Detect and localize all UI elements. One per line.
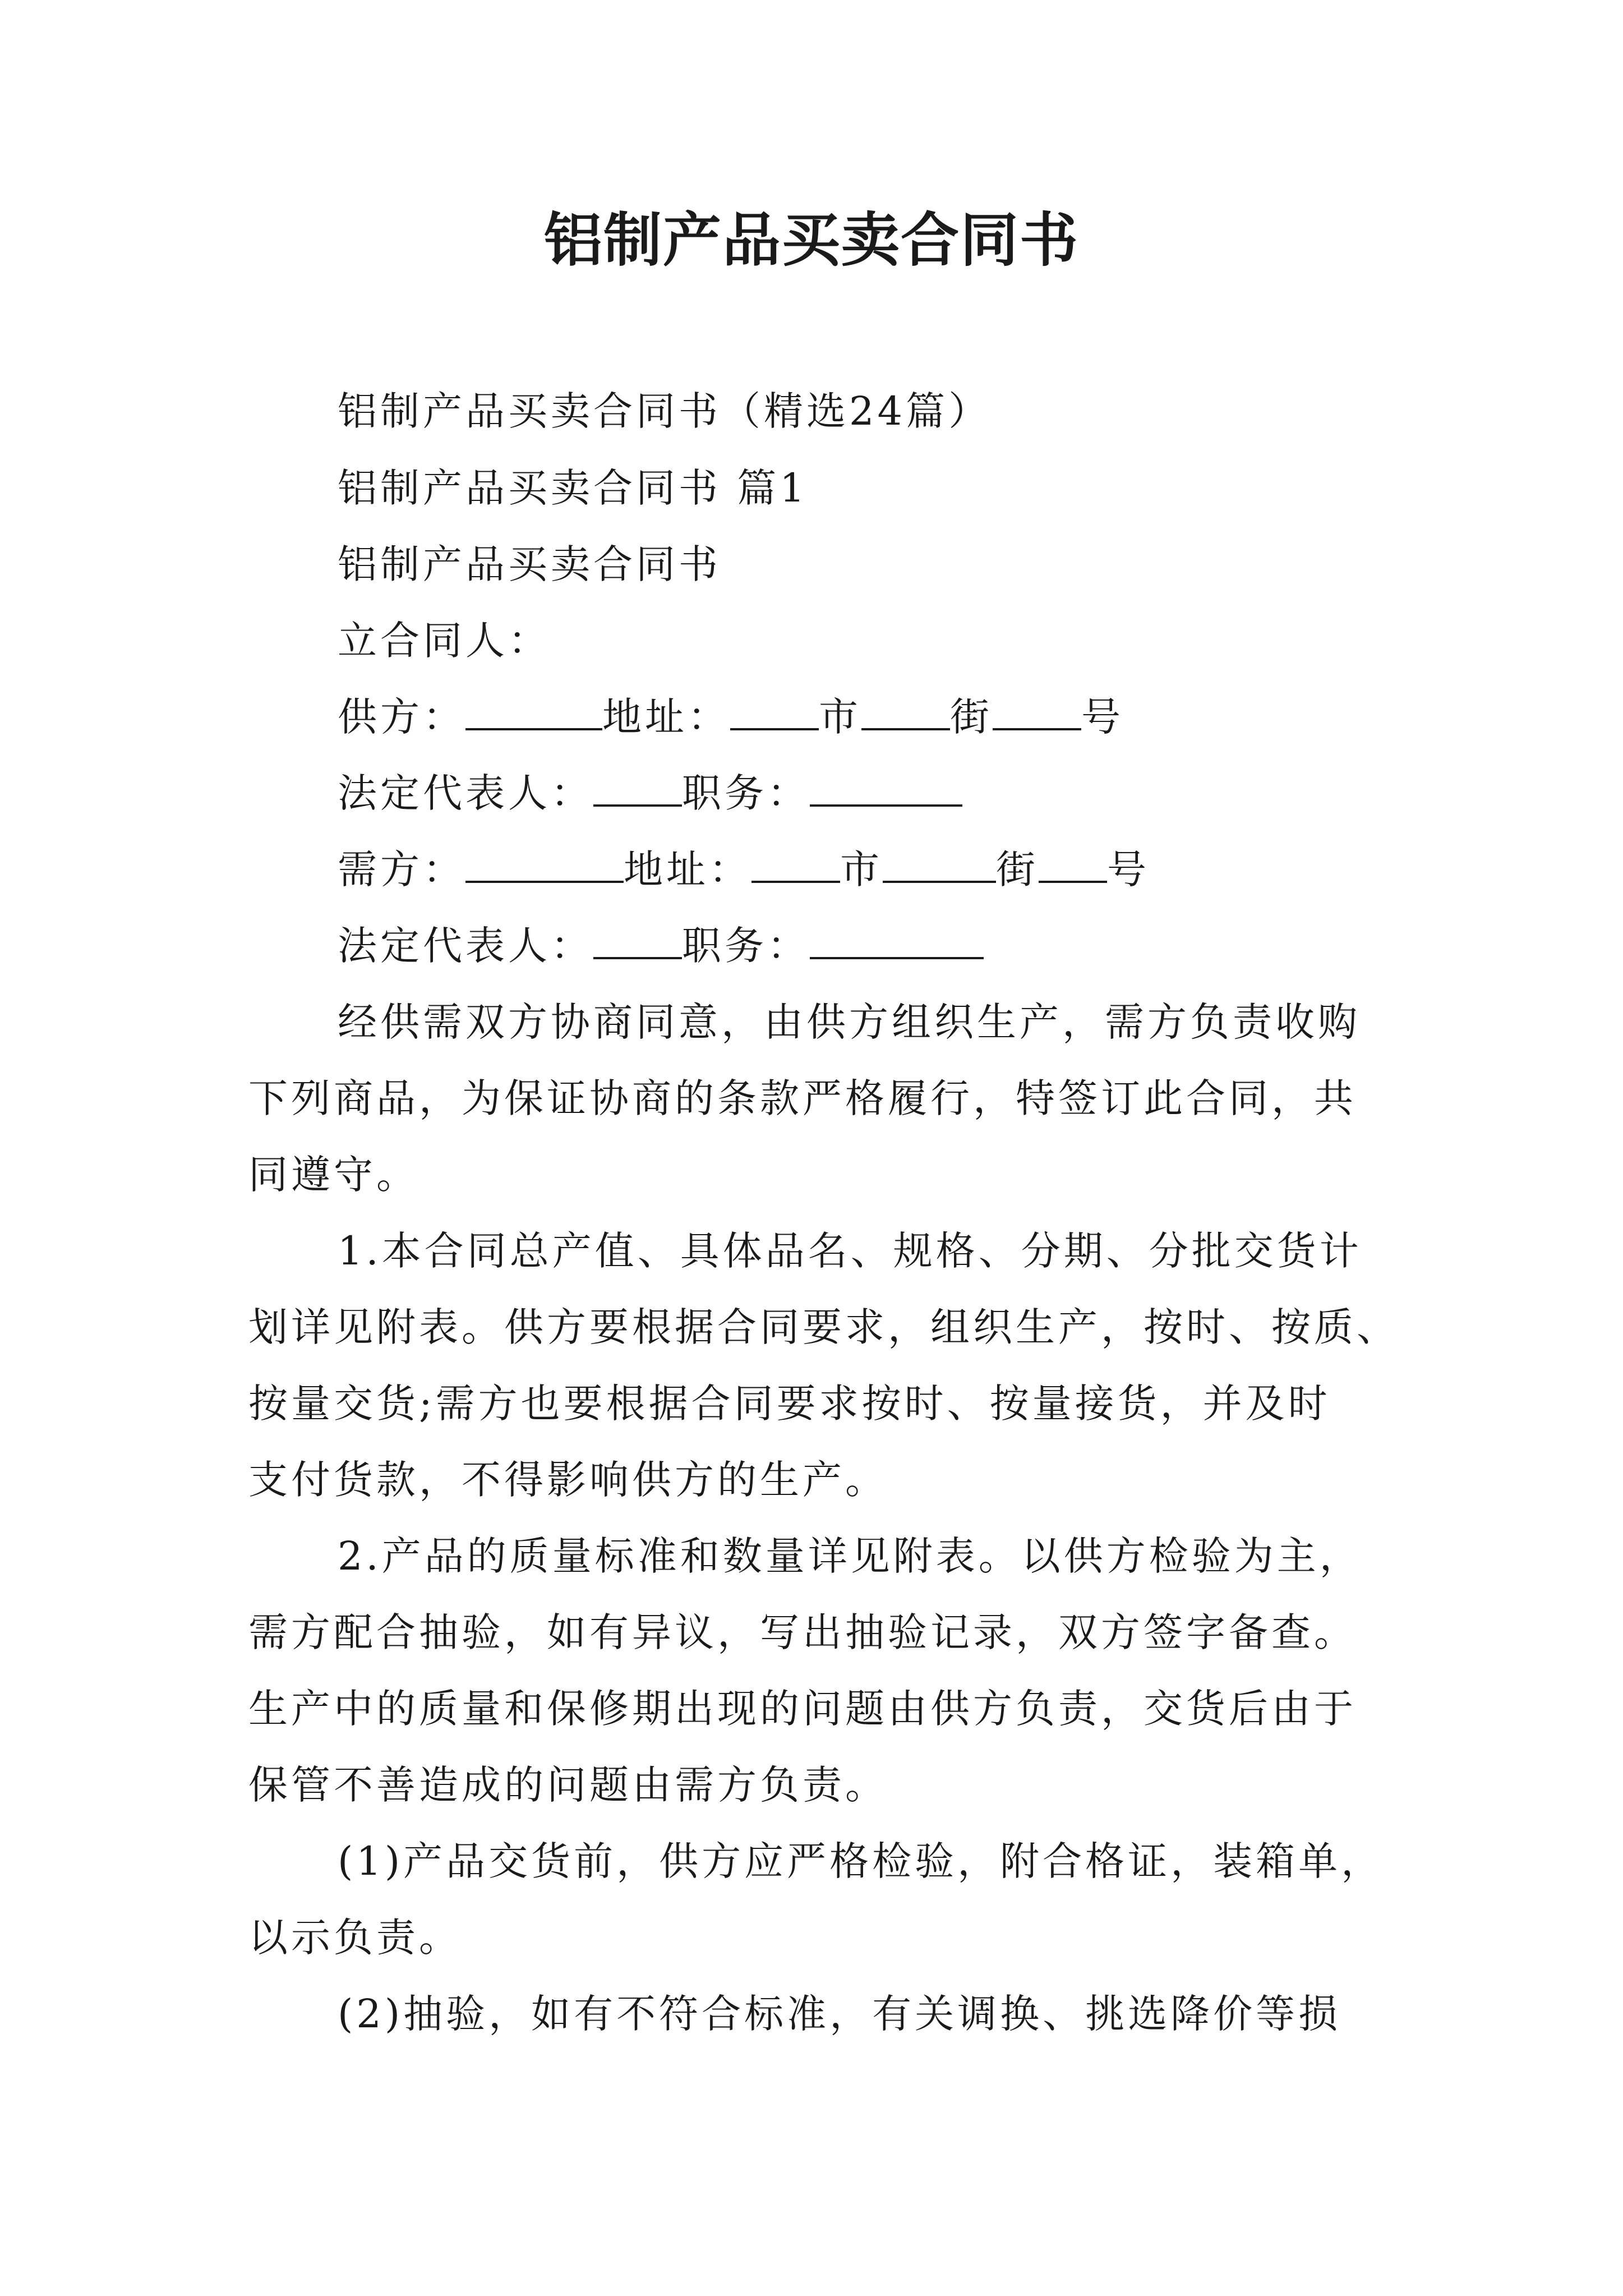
- paragraph-line: 生产中的质量和保修期出现的问题由供方负责，交货后由于: [248, 1686, 1357, 1732]
- buyer-label: 需方：: [338, 846, 465, 892]
- paragraph-line: 需方配合抽验，如有异议，写出抽验记录，双方签字备查。: [248, 1609, 1357, 1655]
- paragraph-line: 保管不善造成的问题由需方负责。: [248, 1762, 888, 1808]
- paragraph-line: 1.本合同总产值、具体品名、规格、分期、分批交货计: [338, 1228, 1362, 1274]
- paragraph-line: 同遵守。: [248, 1152, 419, 1198]
- subtitle-line: 铝制产品买卖合同书（精选24篇）: [338, 388, 992, 434]
- buyer-number-label: 号: [1107, 846, 1150, 892]
- position-blank[interactable]: [810, 770, 962, 807]
- position-label: 职务：: [682, 770, 810, 816]
- supplier-name-blank[interactable]: [465, 693, 602, 730]
- paragraph-line: 支付货款，不得影响供方的生产。: [248, 1457, 888, 1503]
- paragraph-line: 按量交货;需方也要根据合同要求按时、按量接货，并及时: [248, 1381, 1331, 1427]
- representative-label: 法定代表人：: [338, 923, 593, 969]
- buyer-line: [338, 841, 1150, 898]
- paragraph-line: 2.产品的质量标准和数量详见附表。以供方检验为主，: [338, 1533, 1362, 1579]
- buyer-street-label: 街: [996, 846, 1039, 892]
- paragraph-line: 经供需双方协商同意，由供方组织生产，需方负责收购: [338, 999, 1361, 1045]
- supplier-label: 供方：: [338, 694, 465, 740]
- supplier-line: [338, 689, 1124, 745]
- paragraph-line: 下列商品，为保证协商的条款严格履行，特签订此合同，共: [248, 1075, 1357, 1121]
- paragraph-line: 以示负责。: [248, 1915, 462, 1961]
- supplier-city-label: 市: [819, 694, 861, 740]
- supplier-street-label: 街: [950, 694, 993, 740]
- supplier-address-blank[interactable]: [730, 693, 819, 730]
- section-heading: 铝制产品买卖合同书 篇1: [338, 465, 808, 511]
- buyer-name-blank[interactable]: [465, 846, 624, 883]
- paragraph-line: (2)抽验，如有不符合标准，有关调换、挑选降价等损: [338, 1991, 1341, 2037]
- supplier-representative-line: [338, 765, 962, 821]
- buyer-address-label: 地址：: [624, 846, 751, 892]
- contract-name-line: 铝制产品买卖合同书: [338, 541, 721, 587]
- supplier-address-label: 地址：: [602, 694, 730, 740]
- buyer-address-blank[interactable]: [751, 846, 840, 883]
- supplier-street-blank[interactable]: [993, 693, 1081, 730]
- representative-label: 法定代表人：: [338, 770, 593, 816]
- buyer-city-blank[interactable]: [883, 846, 996, 883]
- supplier-number-label: 号: [1081, 694, 1124, 740]
- buyer-city-label: 市: [840, 846, 883, 892]
- position-label: 职务：: [682, 923, 810, 969]
- parties-label: 立合同人：: [338, 618, 551, 664]
- paragraph-line: 划详见附表。供方要根据合同要求，组织生产，按时、按质、: [248, 1304, 1399, 1350]
- supplier-city-blank[interactable]: [861, 693, 950, 730]
- representative-blank[interactable]: [593, 770, 682, 807]
- buyer-street-blank[interactable]: [1039, 846, 1107, 883]
- buyer-representative-line: [338, 918, 984, 974]
- document-title: 铝制产品买卖合同书: [543, 205, 1079, 274]
- position-blank[interactable]: [810, 922, 984, 959]
- paragraph-line: (1)产品交货前，供方应严格检验，附合格证，装箱单，: [338, 1838, 1384, 1884]
- representative-blank[interactable]: [593, 922, 682, 959]
